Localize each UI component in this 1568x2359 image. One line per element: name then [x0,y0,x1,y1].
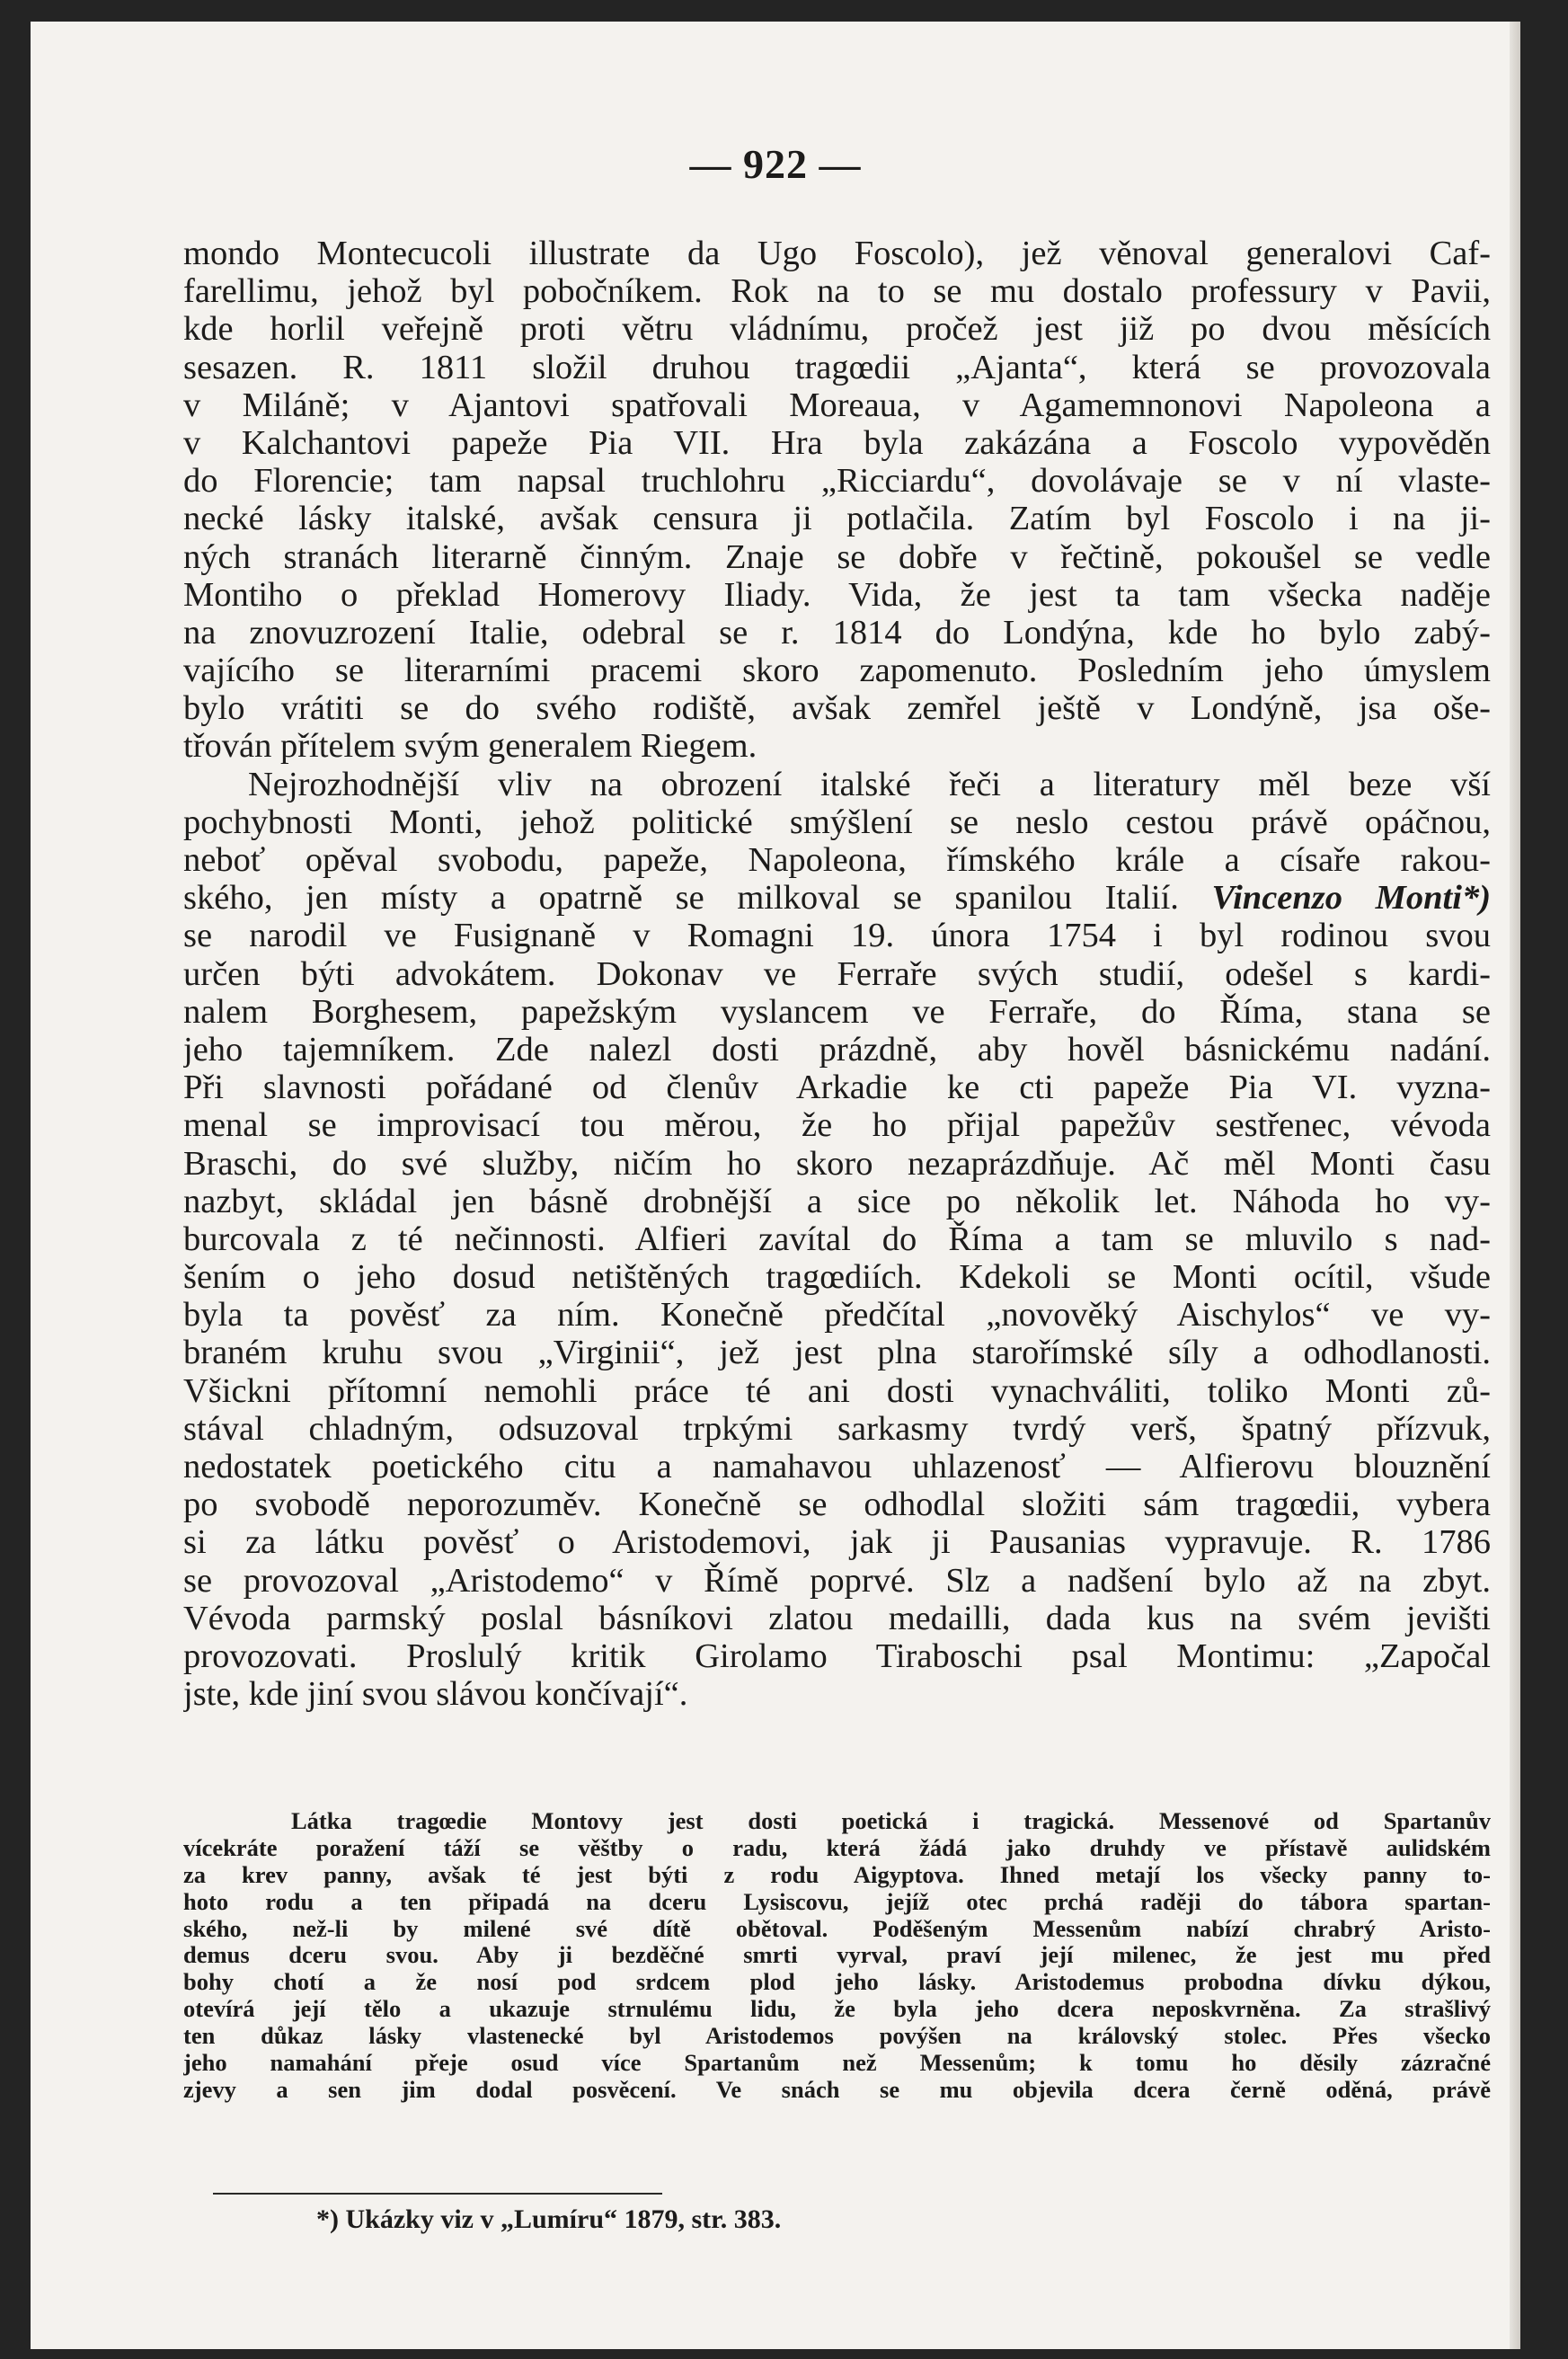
text-line: třován přítelem svým generalem Riegem. [183,727,757,766]
small-text-line: zjevy a sen jim dodal posvěcení. Ve snách se mu objevila dcera černě oděná, právě [183,2076,1491,2103]
text-line: stával chladným, odsuzoval trpkými sarkasmy tvrdý verš, špatný přízvuk, [183,1409,1491,1448]
text-line: po svobodě neporozuměv. Konečně se odhodlal složiti sám tragœdii, vybera [183,1485,1491,1524]
text-line: se provozoval „Aristodemo“ v Římě poprvé. Slz a nadšení bylo až na zbyt. [183,1561,1491,1600]
text-line: na znovuzrození Italie, odebral se r. 1814 do Londýna, kde ho bylo zabý- [183,613,1491,652]
page-number: — 922 — [689,141,862,187]
small-text-line: otevírá její tělo a ukazuje strnulému lidu, že byla jeho dcera neposkvrněna. Za strašlivý [183,1996,1491,2023]
footnote-marker: *) [1461,879,1491,918]
text-line: farellimu, jehož byl pobočníkem. Rok na to se mu dostalo professury v Pavii, [183,272,1491,311]
book-page [31,22,1520,2349]
text-line: do Florencie; tam napsal truchlohru „Ricciardu“, dovolávaje se v ní vlaste- [183,462,1491,501]
text-line: kde horlil veřejně proti větru vládnímu, pročež jest již po dvou měsících [183,310,1491,349]
text-line: vajícího se literarními pracemi skoro zapomenuto. Posledním jeho úmyslem [183,652,1491,690]
text-line: jeho tajemníkem. Zde nalezl dosti prázdně, aby hověl básnickému nadání. [183,1030,1491,1069]
text-line: nalem Borghesem, papežským vyslancem ve Ferraře, do Říma, stana se [183,992,1491,1031]
main-text [183,235,1491,1713]
small-text-line: jeho namahání přeje osud více Spartanům než Messenům; k tomu ho děsily zázračné [183,2050,1491,2077]
footnote-divider [213,2193,662,2195]
text-line: nazbyt, skládal jen básně drobnější a sice po několik let. Náhoda ho vy- [183,1182,1491,1220]
small-text-line: demus dceru svou. Aby ji bezděčné smrti vyrval, praví její milenec, že jest mu před [183,1942,1491,1969]
text-line: neboť opěval svobodu, papeže, Napoleona, římského krále a císaře rakou- [183,841,1491,879]
text-line: určen býti advokátem. Dokonav ve Ferraře svých studií, odešel s kardi- [183,954,1491,993]
text-line: menal se improvisací tou měrou, že ho přijal papežův sestřenec, vévoda [183,1106,1491,1145]
text-line: Vévoda parmský poslal básníkovi zlatou medailli, dada kus na svém jevišti [183,1599,1491,1637]
text-line: se narodil ve Fusignaně v Romagni 19. února 1754 i byl rodinou svou [183,917,1491,955]
text-line: v Kalchantovi papeže Pia VII. Hra byla zakázána a Foscolo vypověděn [183,423,1491,462]
text-line: jste, kde jiní svou slávou končívají“. [183,1675,688,1714]
small-text-line: bohy chotí a že nosí pod srdcem plod jeho lásky. Aristodemus probodna dívku dýkou, [183,1969,1491,1996]
text-line: šením o jeho dosud netištěných tragœdiích. Kdekoli se Monti ocítil, všude [183,1258,1491,1297]
text-line: nedostatek poetického citu a namahavou uhlazenosť — Alfierovu blouznění [183,1448,1491,1485]
text-line: mondo Montecucoli illustrate da Ugo Foscolo), jež věnoval generalovi Caf- [183,235,1491,272]
emphasized-name: Vincenzo Monti [1211,879,1462,918]
small-text-line: ského, než-li by milené své dítě obětoval. Poděšeným Messenům nabízí chrabrý Aristo- [183,1915,1491,1942]
text-fragment: ského, jen místy a opatrně se milkoval se spanilou Italií. [183,879,1179,918]
text-line: byla ta pověsť za ním. Konečně předčítal „novověký Aischylos“ ve vy- [183,1296,1491,1335]
text-line-with-name [183,879,1491,917]
small-text-line: za krev panny, avšak té jest býti z rodu Aigyptova. Ihned metají los všecky panny to- [183,1861,1491,1888]
text-line: sesazen. R. 1811 složil druhou tragœdii „Ajanta“, která se provozovala [183,348,1491,386]
text-line: Všickni přítomní nemohli práce té ani dosti vynachváliti, toliko Monti zů- [183,1371,1491,1410]
small-text-line: hoto rodu a ten připadá na dceru Lysiscovu, jejíž otec prchá raději do tábora spartan- [183,1888,1491,1915]
text-line: Nejrozhodnější vliv na obrození italské řeči a literatury měl beze vší [248,765,1491,803]
text-line: si za látku pověsť o Aristodemovi, jak ji Pausanias vypravuje. R. 1786 [183,1523,1491,1562]
text-line: v Miláně; v Ajantovi spatřovali Moreaua, v Agamemnonovi Napoleona a [183,386,1491,424]
text-line: pochybnosti Monti, jehož politické smýšlení se neslo cestou právě opáčnou, [183,803,1491,841]
small-print-section [183,1808,1491,2104]
small-text-line: Látka tragœdie Montovy jest dosti poetická i tragická. Messenové od Spartanův [291,1808,1491,1834]
footnote: *) Ukázky viz v „Lumíru“ 1879, str. 383. [316,2204,782,2234]
text-line: provozovati. Proslulý kritik Girolamo Tiraboschi psal Montimu: „Započal [183,1636,1491,1675]
text-line: Při slavnosti pořádané od členův Arkadie ke cti papeže Pia VI. vyzna- [183,1069,1491,1107]
text-line: Montiho o překlad Homerovy Iliady. Vida, že jest ta tam všecka naděje [183,575,1491,614]
small-text-line: vícekráte poražení táží se věštby o radu, která žádá jako druhdy ve přístavě aulidském [183,1834,1491,1861]
text-line: braném kruhu svou „Virginii“, jež jest plna starořímské síly a odhodlanosti. [183,1334,1491,1372]
text-line: ných stranách literarně činným. Znaje se dobře v řečtině, pokoušel se vedle [183,537,1491,576]
text-line: necké lásky italské, avšak censura ji potlačila. Zatím byl Foscolo i na ji- [183,500,1491,538]
small-text-line: ten důkaz lásky vlastenecké byl Aristodemos povýšen na královský stolec. Přes všecko [183,2023,1491,2050]
text-line: Braschi, do své služby, ničím ho skoro nezaprázdňuje. Ač měl Monti času [183,1144,1491,1183]
text-line: burcovala z té nečinnosti. Alfieri zavítal do Říma a tam se mluvilo s nad- [183,1219,1491,1258]
text-line: bylo vrátiti se do svého rodiště, avšak zemřel ještě v Londýně, jsa oše- [183,689,1491,728]
